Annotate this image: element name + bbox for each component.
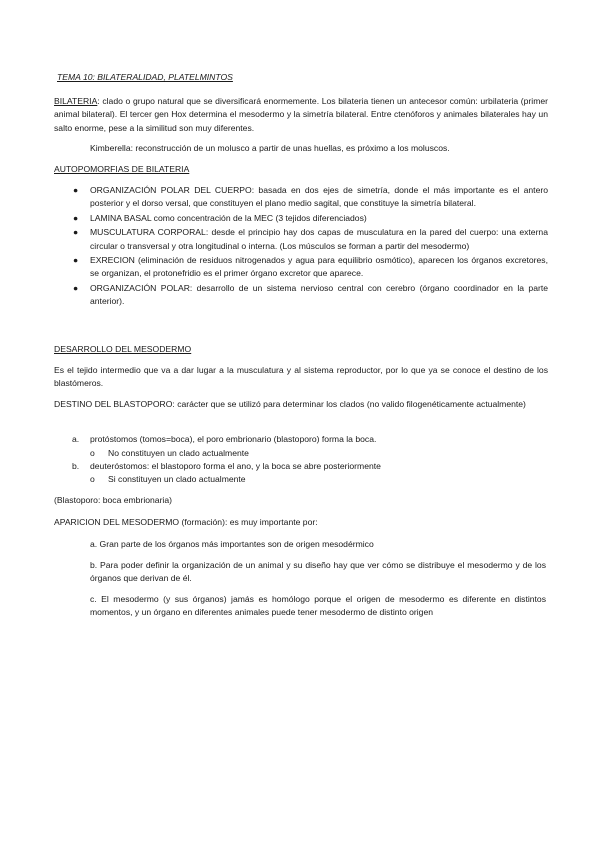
bullet-icon: ● xyxy=(73,185,79,195)
bilateria-paragraph xyxy=(54,95,548,135)
item-text: deuteróstomos: el blastoporo forma el ano, y la boca se abre posteriormente xyxy=(90,461,381,471)
bullet-icon: ● xyxy=(73,282,79,293)
mesodermo-heading: DESARROLLO DEL MESODERMO xyxy=(54,344,192,354)
subitem-text: Si constituyen un clado actualmente xyxy=(108,474,246,484)
list-item: ● ORGANIZACIÓN POLAR DEL CUERPO: basada en dos ejes de simetría, donde el más importante es el antero posterior y el dorso versal, que constituyen el plano medio sagital, que constituye la simetría bilateral. xyxy=(73,185,548,209)
aparicion-item-b: b. Para poder definir la organización de un animal y su diseño hay que ver cómo se distribuye el mesodermo y de los órganos que derivan de él. xyxy=(90,560,546,584)
item-marker: b. xyxy=(72,461,80,471)
bullet-icon: ● xyxy=(73,255,79,266)
bullet-icon: ● xyxy=(73,212,79,223)
bullet-icon: ● xyxy=(73,227,79,238)
aparicion-item-c: c. El mesodermo (y sus órganos) jamás es homólogo porque el origen de mesodermo es diferente en distintos momentos, y un órgano en diferentes animales puede tener mesodermo de distinto origen xyxy=(90,594,546,618)
page-title: TEMA 10: BILATERALIDAD, PLATELMINTOS xyxy=(57,72,233,82)
autapomorfias-heading: AUTOPOMORFIAS DE BILATERIA xyxy=(54,164,190,174)
list-item: ● ORGANIZACIÓN POLAR: desarrollo de un sistema nervioso central con cerebro (órgano coordinador en la parte anterior). xyxy=(73,282,548,307)
subitem-text: No constituyen un clado actualmente xyxy=(108,448,249,458)
blastoporo-note: (Blastoporo: boca embrionaria) xyxy=(54,495,172,505)
list-item: ● EXRECION (eliminación de residuos nitrogenados y agua para equilibrio osmótico), aparecen los órganos excretores, se organizan, el protonefridio es el primer órgano excretor que aparece. xyxy=(73,255,548,279)
autapomorfias-list xyxy=(54,184,548,310)
circle-bullet-icon: o xyxy=(90,474,95,484)
aparicion-paragraph: APARICION DEL MESODERMO (formación): es muy importante por: xyxy=(54,517,318,527)
item-text: protóstomos (tomos=boca), el poro embrionario (blastoporo) forma la boca. xyxy=(90,434,377,444)
circle-bullet-icon: o xyxy=(90,448,95,458)
list-item: ● LAMINA BASAL como concentración de la MEC (3 tejidos diferenciados) xyxy=(54,212,548,225)
bilateria-text: : clado o grupo natural que se diversificará enormemente. Los bilateria tienen un antecesor común: urbilateria (primer animal bilateral). El tercer gen Hox determina el mesodermo y la simetría bilateral. Entre ctenóforos y animales bilaterales hay un salto enorme, pese a la similitud son muy diferentes. xyxy=(54,96,548,133)
item-marker: a. xyxy=(72,434,80,444)
mesodermo-paragraph: Es el tejido intermedio que va a dar lugar a la musculatura y al sistema reproductor, por lo que ya se conoce el destino de los blastómeros. xyxy=(54,365,548,389)
bilateria-term: BILATERIA xyxy=(54,96,98,106)
blastoporo-paragraph: DESTINO DEL BLASTOPORO: carácter que se utilizó para determinar los clados (no valido filogenéticamente actualmente) xyxy=(54,399,526,409)
kimberella-paragraph: Kimberella: reconstrucción de un molusco a partir de unas huellas, es próximo a los moluscos. xyxy=(90,143,450,153)
list-item: ● MUSCULATURA CORPORAL: desde el principio hay dos capas de musculatura en la pared del cuerpo: una externa circular o transversal y otra longitudinal o interna. (Los músculos se forman a partir del mesodermo) xyxy=(73,227,548,251)
aparicion-item-a: a. Gran parte de los órganos más importantes son de origen mesodérmico xyxy=(90,539,374,549)
